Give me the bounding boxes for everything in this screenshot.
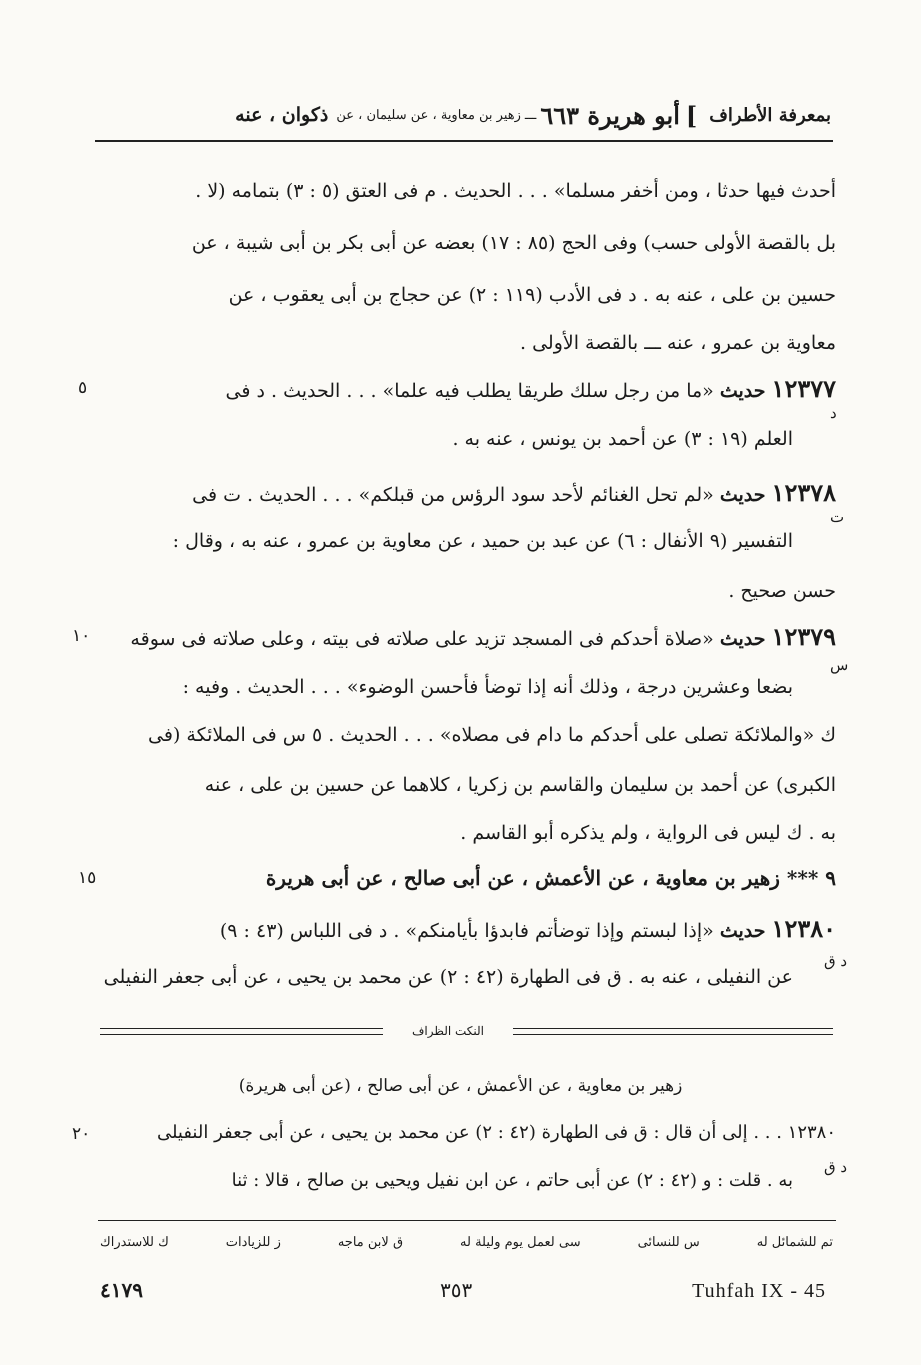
hadith-number: ١٢٣٧٧ — [771, 374, 836, 403]
hadith-text: «إذا لبستم وإذا توضأتم فابدؤا بأيامنكم» . د فى اللباس (٤٣ : ٩) — [219, 920, 714, 942]
nukat-line: ١٢٣٨٠ . . . إلى أن قال : ق فى الطهارة (٤٢ : ٢) عن محمد بن يحيى ، عن أبى جعفر النفيلى — [156, 1122, 836, 1143]
section-mark: ٩ *** — [786, 866, 836, 890]
text-line: معاوية بن عمرو ، عنه ـــ بالقصة الأولى . — [519, 332, 836, 354]
margin-line-number: ٢٠ — [72, 1124, 91, 1144]
margin-siglum: د — [830, 404, 837, 422]
nukat-subheading: زهير بن معاوية ، عن الأعمش ، عن أبى صالح ، (عن أبى هريرة) — [238, 1076, 683, 1096]
legend-item: سى لعمل يوم وليلة له — [460, 1235, 581, 1250]
hadith-number: ١٢٣٧٩ — [771, 622, 836, 651]
legend-item: ك للاستدراك — [100, 1235, 169, 1250]
text-line: بضعا وعشرين درجة ، وذلك أنه إذا توضأ فأحسن الوضوء» . . . الحديث . وفيه : — [182, 676, 793, 698]
margin-line-number: ١٠ — [72, 626, 91, 646]
header-rule — [95, 140, 833, 142]
header-dash: ـــ — [524, 107, 537, 123]
text-line: بل بالقصة الأولى حسب) وفى الحج (٨٥ : ١٧) بعضه عن أبى بكر بن أبى شيبة ، عن — [191, 232, 836, 254]
margin-siglum: ت — [830, 508, 845, 526]
volume-signature: Tuhfah IX - 45 — [692, 1280, 826, 1302]
page-number: ٣٥٣ — [440, 1278, 473, 1302]
header-chain: زهير بن معاوية ، عن سليمان ، عن — [336, 107, 521, 123]
hadith-keyword: حديث — [719, 920, 766, 942]
legend-item: تم للشمائل له — [756, 1235, 833, 1250]
header-main-title: أبو هريرة ٦٦٣ — [540, 100, 680, 130]
legend-item: ز للزيادات — [225, 1235, 281, 1250]
hadith-text: «لم تحل الغنائم لأحد سود الرؤس من قبلكم» . . . الحديث . ت فى — [192, 484, 714, 506]
header-bracket: ] — [685, 100, 698, 130]
nukat-title: النكت الظراف — [383, 1024, 513, 1042]
text-line: حسن صحيح . — [728, 580, 836, 602]
margin-siglum: س — [830, 656, 849, 674]
section-title: زهير بن معاوية ، عن الأعمش ، عن أبى صالح ، عن أبى هريرة — [265, 866, 780, 890]
header-chain-end: ذكوان ، عنه — [235, 104, 329, 126]
text-line: عن النفيلى ، عنه به . ق فى الطهارة (٤٢ : ٢) عن محمد بن يحيى ، عن أبى جعفر النفيلى — [103, 966, 793, 988]
text-line: به . ك ليس فى الرواية ، ولم يذكره أبو القاسم . — [460, 822, 836, 844]
hadith-number: ١٢٣٧٨ — [771, 478, 836, 507]
hadith-12378-line1 — [98, 478, 836, 507]
margin-line-number: ٥ — [78, 378, 88, 398]
hadith-12380-line1 — [98, 914, 836, 943]
global-number: ٤١٧٩ — [100, 1278, 143, 1302]
header-section-title: بمعرفة الأطراف — [709, 104, 831, 126]
hadith-12379-line1 — [98, 622, 836, 651]
margin-siglum: د ق — [824, 1158, 848, 1176]
abbreviation-legend — [100, 1235, 833, 1250]
text-line: ك «والملائكة تصلى على أحدكم ما دام فى مصلاه» . . . الحديث . ٥ س فى الملائكة (فى — [148, 724, 836, 746]
hadith-keyword: حديث — [719, 380, 766, 402]
hadith-keyword: حديث — [719, 628, 766, 650]
legend-item: س للنسائى — [637, 1235, 700, 1250]
running-header — [100, 95, 831, 135]
text-line: العلم (١٩ : ٣) عن أحمد بن يونس ، عنه به . — [452, 428, 793, 450]
footer-rule — [98, 1220, 836, 1221]
hadith-number: ١٢٣٨٠ — [771, 914, 836, 943]
hadith-text: «ما من رجل سلك طريقا يطلب فيه علما» . . . الحديث . د فى — [225, 380, 714, 402]
hadith-text: «صلاة أحدكم فى المسجد تزيد على صلاته فى بيته ، وعلى صلاته فى سوقه — [130, 628, 714, 650]
text-line: الكبرى) عن أحمد بن سليمان والقاسم بن زكريا ، كلاهما عن حسين بن على ، عنه — [204, 774, 836, 796]
text-line: أحدث فيها حدثا ، ومن أخفر مسلما» . . . الحديث . م فى العتق (٥ : ٣) بتمامه (لا . — [195, 180, 836, 202]
hadith-keyword: حديث — [719, 484, 766, 506]
legend-item: ق لابن ماجه — [337, 1235, 404, 1250]
section-heading — [98, 866, 836, 890]
margin-siglum: د ق — [824, 952, 848, 970]
text-line: حسين بن على ، عنه به . د فى الأدب (١١٩ : ٢) عن حجاج بن أبى يعقوب ، عن — [228, 284, 836, 306]
text-line: التفسير (٩ الأنفال : ٦) عن عبد بن حميد ، عن معاوية بن عمرو ، عنه به ، وقال : — [172, 530, 793, 552]
margin-line-number: ١٥ — [78, 868, 97, 888]
hadith-12377-line1 — [98, 374, 836, 403]
nukat-line: به . قلت : و (٤٢ : ٢) عن أبى حاتم ، عن ابن نفيل ويحيى بن صالح ، قالا : ثنا — [231, 1170, 793, 1191]
